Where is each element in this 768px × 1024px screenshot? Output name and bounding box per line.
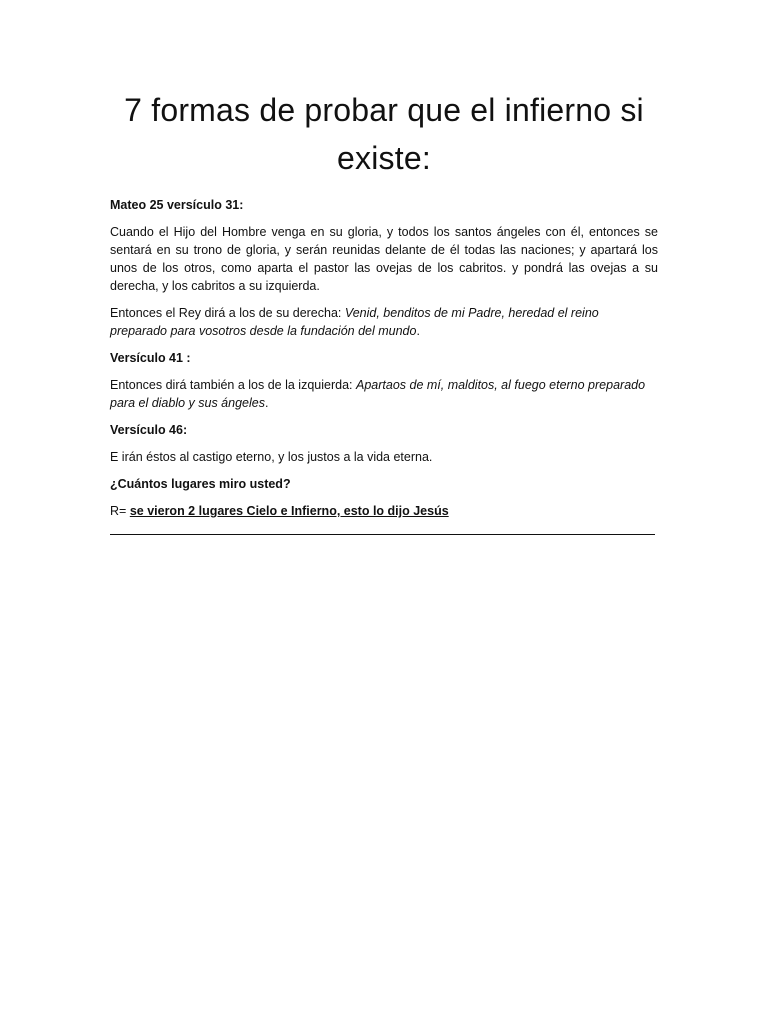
paragraph-3-quote: Apartaos de mí, malditos, al fuego eterno preparado para el diablo y sus ángeles (110, 378, 646, 410)
question: ¿Cuántos lugares miro usted? (110, 477, 291, 491)
horizontal-rule (110, 534, 655, 535)
answer (110, 502, 658, 520)
heading-versiculo-41: Versículo 41 : (110, 351, 191, 365)
heading-versiculo-46: Versículo 46: (110, 423, 188, 437)
paragraph-2 (110, 304, 658, 340)
answer-prefix: R= (110, 504, 130, 518)
paragraph-2-quote: Venid, benditos de mi Padre, heredad el reino preparado para vosotros desde la fundación del mundo (110, 306, 599, 338)
answer-text: se vieron 2 lugares Cielo e Infierno, esto lo dijo Jesús (129, 504, 449, 518)
paragraph-1: Cuando el Hijo del Hombre venga en su gloria, y todos los santos ángeles con él, entonces se sentará en su trono de gloria, y serán reunidas delante de él todas las naciones; y apartará los unos de los otros, como aparta el pastor las ovejas de los cabritos. y pondrá las ovejas a su derecha, y los cabritos a su izquierda. (110, 225, 658, 293)
paragraph-3-lead: Entonces dirá también a los de la izquierda: (110, 378, 356, 392)
document-title: 7 formas de probar que el infierno si existe: (124, 92, 644, 176)
document-body (110, 196, 658, 535)
paragraph-4: E irán éstos al castigo eterno, y los justos a la vida eterna. (110, 450, 433, 464)
paragraph-2-lead: Entonces el Rey dirá a los de su derecha: (110, 306, 345, 320)
paragraph-3-end: . (264, 396, 269, 410)
heading-mateo: Mateo 25 versículo 31: (110, 198, 244, 212)
paragraph-2-end: . (416, 324, 420, 338)
paragraph-3 (110, 376, 658, 412)
